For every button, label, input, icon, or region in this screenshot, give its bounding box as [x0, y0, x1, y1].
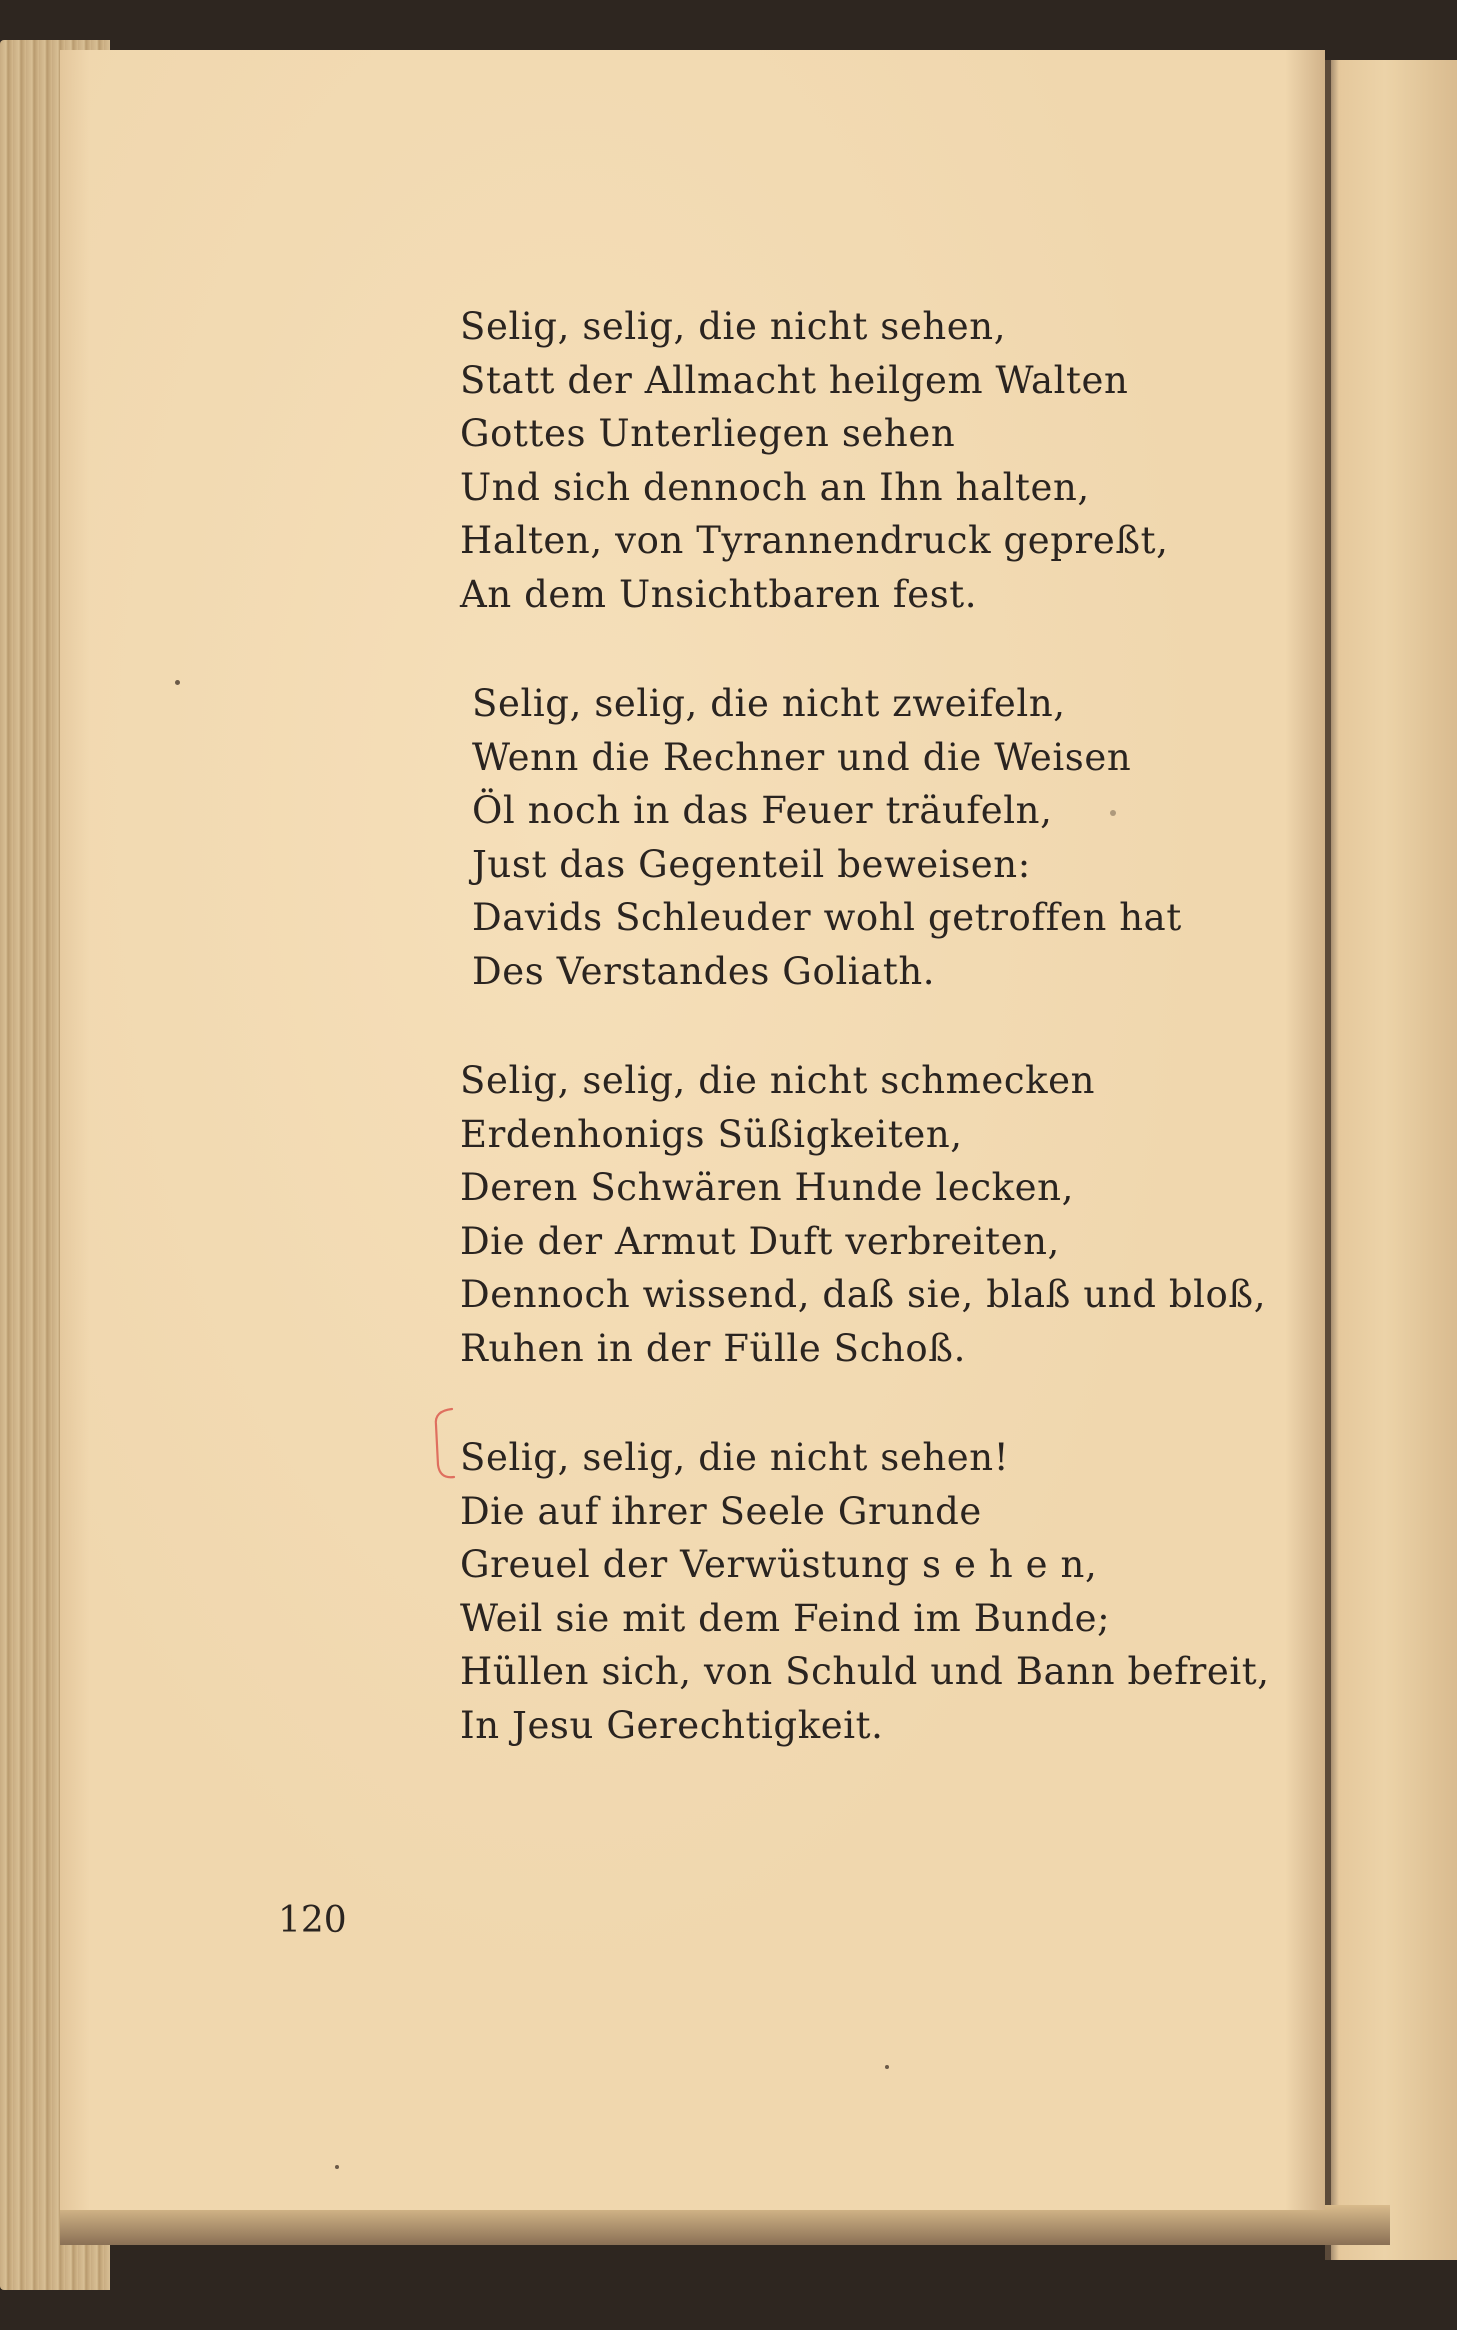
- poem-line: Gottes Unterliegen sehen: [460, 412, 956, 455]
- page-number: 120: [278, 1900, 347, 1941]
- poem-line: Die auf ihrer Seele Grunde: [460, 1489, 982, 1533]
- stanza: [472, 677, 1260, 998]
- poem-line: Weil sie mit dem Feind im Bunde;: [460, 1596, 1111, 1640]
- poem-line: Die der Armut Duft verbreiten,: [460, 1219, 1060, 1263]
- stanza: [460, 1054, 1267, 1375]
- poem-line: Selig, selig, die nicht sehen!: [460, 1436, 1010, 1479]
- facing-page-edge: [1325, 60, 1457, 2260]
- page-bottom-edge: [60, 2205, 1390, 2245]
- poem-line: An dem Unsichtbaren fest.: [460, 572, 978, 616]
- poem-line: Und sich dennoch an Ihn halten,: [460, 465, 1090, 509]
- poem-line: Wenn die Rechner und die Weisen: [472, 735, 1132, 779]
- poem-line: Statt der Allmacht heilgem Walten: [460, 358, 1129, 402]
- poem-line: Deren Schwären Hunde lecken,: [460, 1166, 1074, 1209]
- poem: [460, 300, 1270, 1808]
- poem-line: Dennoch wissend, daß sie, blaß und bloß,: [460, 1273, 1267, 1316]
- paper-speck: [1110, 810, 1116, 816]
- paper-speck: [335, 2165, 339, 2169]
- poem-line: Davids Schleuder wohl getroffen hat: [472, 896, 1182, 939]
- red-pencil-bracket-mark: [428, 1405, 458, 1485]
- poem-line: Öl noch in das Feuer träufeln,: [472, 789, 1053, 832]
- poem-line: Selig, selig, die nicht zweifeln,: [472, 682, 1066, 725]
- poem-line: Hüllen sich, von Schuld und Bann befreit,: [460, 1650, 1270, 1693]
- poem-line: Des Verstandes Goliath.: [472, 949, 936, 993]
- poem-line: Selig, selig, die nicht schmecken: [460, 1059, 1096, 1102]
- stanza: [460, 300, 1260, 621]
- poem-line: Ruhen in der Fülle Schoß.: [460, 1326, 966, 1370]
- stanza: [460, 1431, 1270, 1752]
- poem-line: Halten, von Tyrannendruck gepreßt,: [460, 519, 1169, 562]
- poem-line: Greuel der Verwüstung s e h e n,: [460, 1543, 1098, 1586]
- poem-line: In Jesu Gerechtigkeit.: [460, 1703, 884, 1747]
- poem-line: Erdenhonigs Süßigkeiten,: [460, 1112, 963, 1156]
- poem-line: Selig, selig, die nicht sehen,: [460, 305, 1007, 348]
- poem-line: Just das Gegenteil beweisen:: [472, 842, 1031, 886]
- paper-speck: [885, 2065, 889, 2069]
- paper-speck: [175, 680, 180, 685]
